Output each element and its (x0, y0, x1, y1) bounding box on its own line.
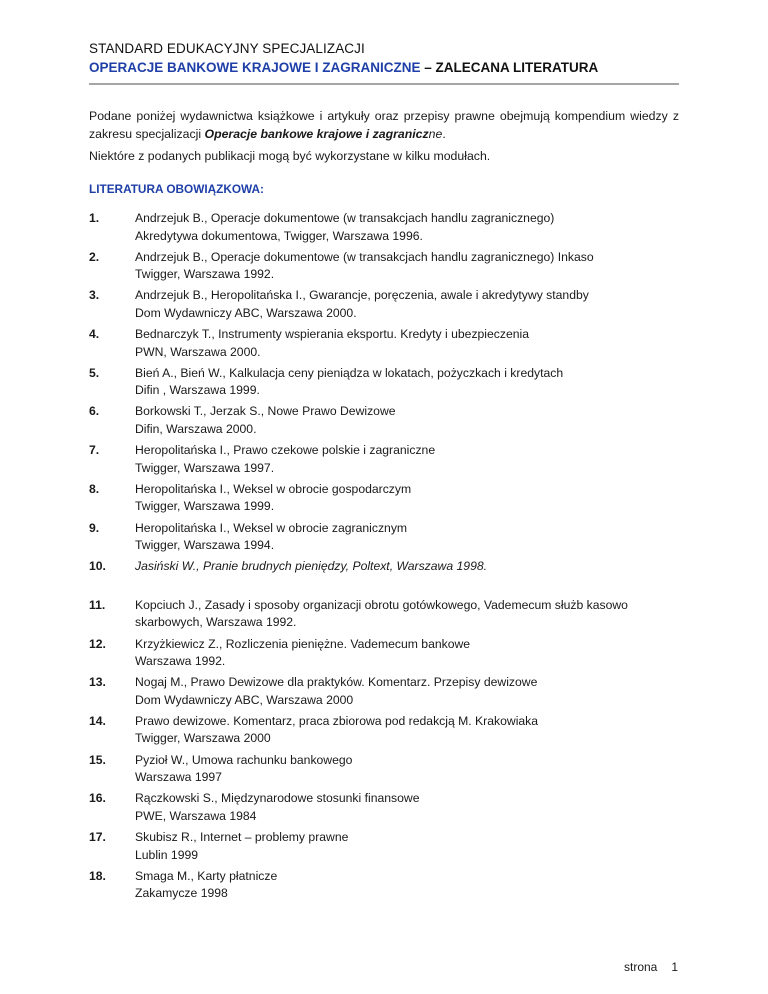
header-specialization: OPERACJE BANKOWE KRAJOWE I ZAGRANICZNE (89, 60, 421, 75)
header-subtitle (89, 58, 679, 77)
header-title: STANDARD EDUKACYJNY SPECJALIZACJI (89, 41, 365, 56)
list-item (89, 597, 689, 636)
item-text (135, 597, 685, 632)
item-number: 18. (89, 868, 106, 883)
item-text (135, 829, 685, 864)
item-line-1: Heropolitańska I., Prawo czekowe polskie i zagraniczne (135, 443, 436, 458)
item-line-2: Akredytywa dokumentowa, Twigger, Warszawa 1996. (135, 228, 423, 243)
item-line-2: Difin, Warszawa 2000. (135, 421, 257, 436)
list-item (89, 790, 689, 829)
list-item (89, 558, 689, 597)
item-text (135, 558, 685, 576)
list-item (89, 752, 689, 791)
item-line-1: Andrzejuk B., Operacje dokumentowe (w transakcjach handlu zagranicznego) Inkaso (135, 249, 594, 264)
item-text (135, 790, 685, 825)
item-line-2: Dom Wydawniczy ABC, Warszawa 2000. (135, 305, 357, 320)
item-number: 11. (89, 597, 106, 612)
list-item (89, 287, 689, 326)
list-item (89, 403, 689, 442)
page-footer (624, 960, 678, 974)
item-text (135, 403, 685, 438)
item-number: 10. (89, 559, 106, 574)
item-line-2: Twigger, Warszawa 1997. (135, 460, 275, 475)
item-line-2: Warszawa 1992. (135, 654, 226, 669)
list-item (89, 442, 689, 481)
item-text (135, 520, 685, 555)
item-text (135, 713, 685, 748)
item-line-1: Heropolitańska I., Weksel w obrocie zagranicznym (135, 520, 408, 535)
item-line-1: Rączkowski S., Międzynarodowe stosunki finansowe (135, 791, 420, 806)
section-title: LITERATURA OBOWIĄZKOWA: (89, 182, 264, 196)
item-line-1: Jasiński W., Pranie brudnych pieniędzy, Poltext, Warszawa 1998. (135, 559, 488, 574)
item-line-1: Nogaj M., Prawo Dewizowe dla praktyków. Komentarz. Przepisy dewizowe (135, 675, 538, 690)
item-line-1: Pyzioł W., Umowa rachunku bankowego (135, 752, 353, 767)
item-line-1: Krzyżkiewicz Z., Rozliczenia pieniężne. Vademecum bankowe (135, 636, 471, 651)
item-number: 8. (89, 481, 100, 496)
item-line-2: Difin , Warszawa 1999. (135, 383, 260, 398)
item-line-2: Twigger, Warszawa 1992. (135, 267, 275, 282)
item-line-2: Twigger, Warszawa 1994. (135, 538, 275, 552)
item-number: 16. (89, 791, 106, 806)
intro-period: . (442, 127, 446, 141)
item-number: 13. (89, 675, 106, 690)
list-item (89, 365, 689, 404)
item-number: 2. (89, 249, 100, 264)
intro-text: Podane poniżej wydawnictwa książkowe i artykuły oraz przepisy prawne obejmują kompendium wiedzy z zakresu specjalizacji (89, 109, 679, 141)
item-number: 15. (89, 752, 106, 767)
item-line-1: Smaga M., Karty płatnicze (135, 868, 278, 883)
intro-specialization-bold: Operacje bankowe krajowe i zagranicz (204, 127, 429, 141)
item-line-1: Heropolitańska I., Weksel w obrocie gospodarczym (135, 481, 412, 496)
list-item (89, 326, 689, 365)
item-text (135, 636, 685, 671)
item-text (135, 365, 685, 400)
literature-list (89, 210, 689, 906)
item-line-1: Skubisz R., Internet – problemy prawne (135, 830, 349, 844)
item-line-2: Warszawa 1997 (135, 770, 222, 785)
footer-label: strona (624, 960, 658, 974)
item-line-1: Borkowski T., Jerzak S., Nowe Prawo Dewizowe (135, 404, 396, 419)
item-text (135, 326, 685, 361)
intro-specialization-italic: ne (428, 127, 443, 141)
item-number: 9. (89, 520, 100, 535)
page-number: 1 (671, 960, 679, 974)
list-item (89, 636, 689, 675)
item-number: 1. (89, 211, 100, 225)
item-line-1: Andrzejuk B., Operacje dokumentowe (w transakcjach handlu zagranicznego) (135, 211, 555, 225)
list-item (89, 674, 689, 713)
item-line-2: Zakamycze 1998 (135, 886, 228, 901)
list-item (89, 713, 689, 752)
item-line-1: Bień A., Bień W., Kalkulacja ceny pieniądza w lokatach, pożyczkach i kredytach (135, 365, 564, 380)
item-line-1: Bednarczyk T., Instrumenty wspierania eksportu. Kredyty i ubezpieczenia (135, 327, 530, 342)
header-section-label: – ZALECANA LITERATURA (420, 60, 599, 75)
item-number: 6. (89, 404, 100, 419)
intro-paragraph (89, 107, 679, 143)
item-line-2: Twigger, Warszawa 2000 (135, 731, 271, 746)
item-number: 12. (89, 636, 106, 651)
item-number: 14. (89, 713, 106, 728)
item-number: 5. (89, 365, 100, 380)
item-line-2: PWN, Warszawa 2000. (135, 344, 261, 359)
item-number: 17. (89, 830, 106, 844)
item-text (135, 442, 685, 477)
item-line-1: Prawo dewizowe. Komentarz, praca zbiorowa pod redakcją M. Krakowiaka (135, 713, 539, 728)
list-item (89, 249, 689, 288)
item-text (135, 868, 685, 903)
item-text (135, 287, 685, 322)
list-item (89, 520, 689, 559)
item-text (135, 674, 685, 709)
item-line-1: Andrzejuk B., Heropolitańska I., Gwarancje, poręczenia, awale i akredytywy standby (135, 288, 589, 303)
page-header (89, 39, 679, 77)
item-number: 7. (89, 443, 100, 458)
list-item (89, 210, 689, 249)
item-number: 3. (89, 288, 100, 303)
item-text (135, 481, 685, 516)
list-item (89, 481, 689, 520)
item-line-2: PWE, Warszawa 1984 (135, 808, 257, 823)
item-number: 4. (89, 327, 100, 342)
header-divider (89, 83, 679, 85)
usage-note: Niektóre z podanych publikacji mogą być wykorzystane w kilku modułach. (89, 149, 491, 163)
item-text (135, 210, 685, 245)
list-item (89, 829, 689, 868)
list-item (89, 868, 689, 907)
item-line-2: skarbowych, Warszawa 1992. (135, 615, 297, 630)
item-line-2: Twigger, Warszawa 1999. (135, 499, 275, 514)
item-text (135, 249, 685, 284)
item-line-2: Lublin 1999 (135, 847, 199, 862)
item-line-2: Dom Wydawniczy ABC, Warszawa 2000 (135, 692, 354, 707)
item-text (135, 752, 685, 787)
item-line-1: Kopciuch J., Zasady i sposoby organizacji obrotu gotówkowego, Vademecum służb kasowo (135, 597, 628, 612)
